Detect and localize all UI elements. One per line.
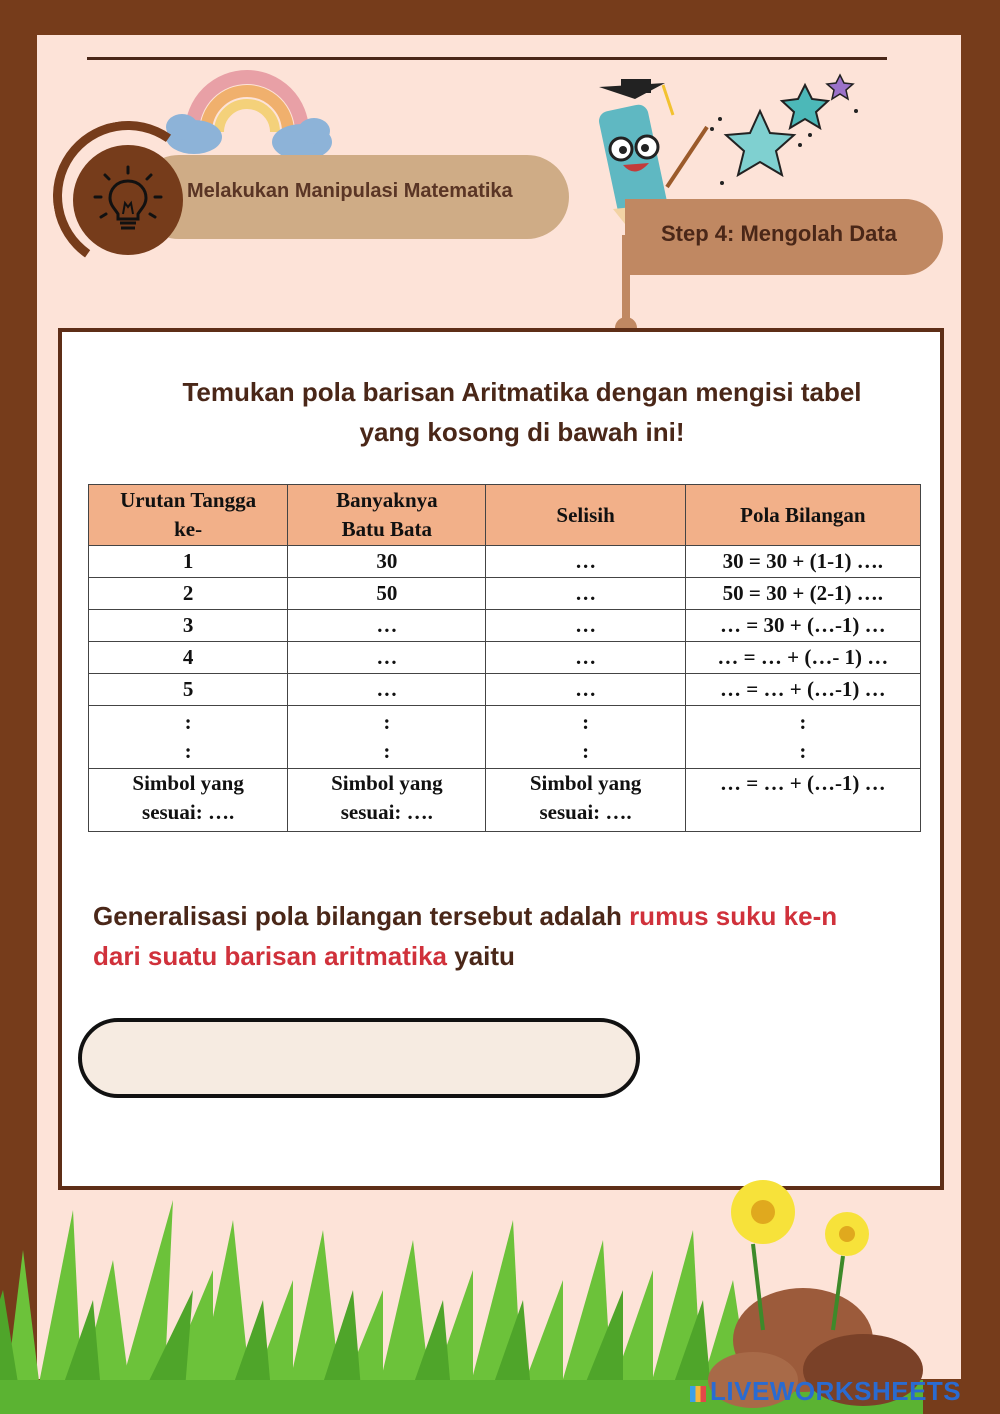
- table-row: [89, 578, 921, 610]
- table-cell: …: [486, 546, 685, 578]
- worksheet-card: [58, 328, 944, 1190]
- table-cell: … = 30 + (…-1) …: [685, 610, 920, 642]
- generalization-highlight: rumus suku ke-n: [629, 901, 838, 931]
- table-cell: 4: [89, 642, 288, 674]
- grass-decoration: [0, 1130, 963, 1414]
- table-cell: … = … + (…-1) …: [685, 674, 920, 706]
- rainbow-icon: [162, 47, 332, 157]
- brand-logo: [690, 1376, 961, 1407]
- topic-label: Melakukan Manipulasi Matematika: [187, 180, 513, 202]
- instruction-text: [122, 372, 922, 452]
- table-cell: Simbol yang sesuai: ….: [288, 769, 486, 832]
- table-cell: Simbol yang sesuai: ….: [89, 769, 288, 832]
- table-cell: …: [486, 578, 685, 610]
- table-row: [89, 674, 921, 706]
- star-icon: [700, 71, 865, 201]
- table-cell: … = … + (…- 1) …: [685, 642, 920, 674]
- generalization-suffix: yaitu: [447, 941, 515, 971]
- table-cell: 3: [89, 610, 288, 642]
- table-cell: : :: [89, 706, 288, 769]
- generalization-prefix: Generalisasi pola bilangan tersebut adalah: [93, 901, 630, 931]
- header-number-pattern: Pola Bilangan: [685, 485, 920, 546]
- flagpole: [622, 235, 630, 325]
- table-cell: : :: [685, 706, 920, 769]
- generalization-highlight: dari suatu barisan aritmatika: [93, 941, 448, 971]
- table-cell: …: [486, 642, 685, 674]
- step-label: Step 4: Mengolah Data: [661, 221, 897, 246]
- table-cell: 5: [89, 674, 288, 706]
- table-cell: Simbol yang sesuai: ….: [486, 769, 685, 832]
- brand-icon: [690, 1386, 706, 1402]
- header-difference: Selisih: [486, 485, 685, 546]
- table-cell: 50: [288, 578, 486, 610]
- lightbulb-icon: [87, 159, 169, 241]
- table-ellipsis-row: [89, 706, 921, 769]
- table-cell: …: [288, 674, 486, 706]
- answer-input[interactable]: [78, 1018, 640, 1098]
- table-row: [89, 546, 921, 578]
- table-cell: … = … + (…-1) …: [685, 769, 920, 832]
- table-cell: 50 = 30 + (2-1) ….: [685, 578, 920, 610]
- table-cell: 1: [89, 546, 288, 578]
- table-row: [89, 642, 921, 674]
- instruction-line-2: yang kosong di bawah ini!: [359, 417, 685, 447]
- header-brick-count: Banyaknya Batu Bata: [288, 485, 486, 546]
- table-cell: 2: [89, 578, 288, 610]
- table-row: [89, 610, 921, 642]
- arithmetic-pattern-table: [88, 484, 921, 832]
- table-cell: …: [486, 674, 685, 706]
- table-cell: 30: [288, 546, 486, 578]
- table-cell: …: [288, 610, 486, 642]
- table-cell: : :: [486, 706, 685, 769]
- instruction-line-1: Temukan pola barisan Aritmatika dengan mengisi tabel: [182, 377, 862, 407]
- table-header-row: [89, 485, 921, 546]
- generalization-text: [93, 896, 933, 976]
- brand-name: LIVEWORKSHEETS: [710, 1376, 962, 1406]
- table-cell: …: [288, 642, 486, 674]
- header-stair-order: Urutan Tangga ke-: [89, 485, 288, 546]
- table-cell: …: [486, 610, 685, 642]
- table-cell: 30 = 30 + (1-1) ….: [685, 546, 920, 578]
- table-cell: : :: [288, 706, 486, 769]
- table-footer-row: [89, 769, 921, 832]
